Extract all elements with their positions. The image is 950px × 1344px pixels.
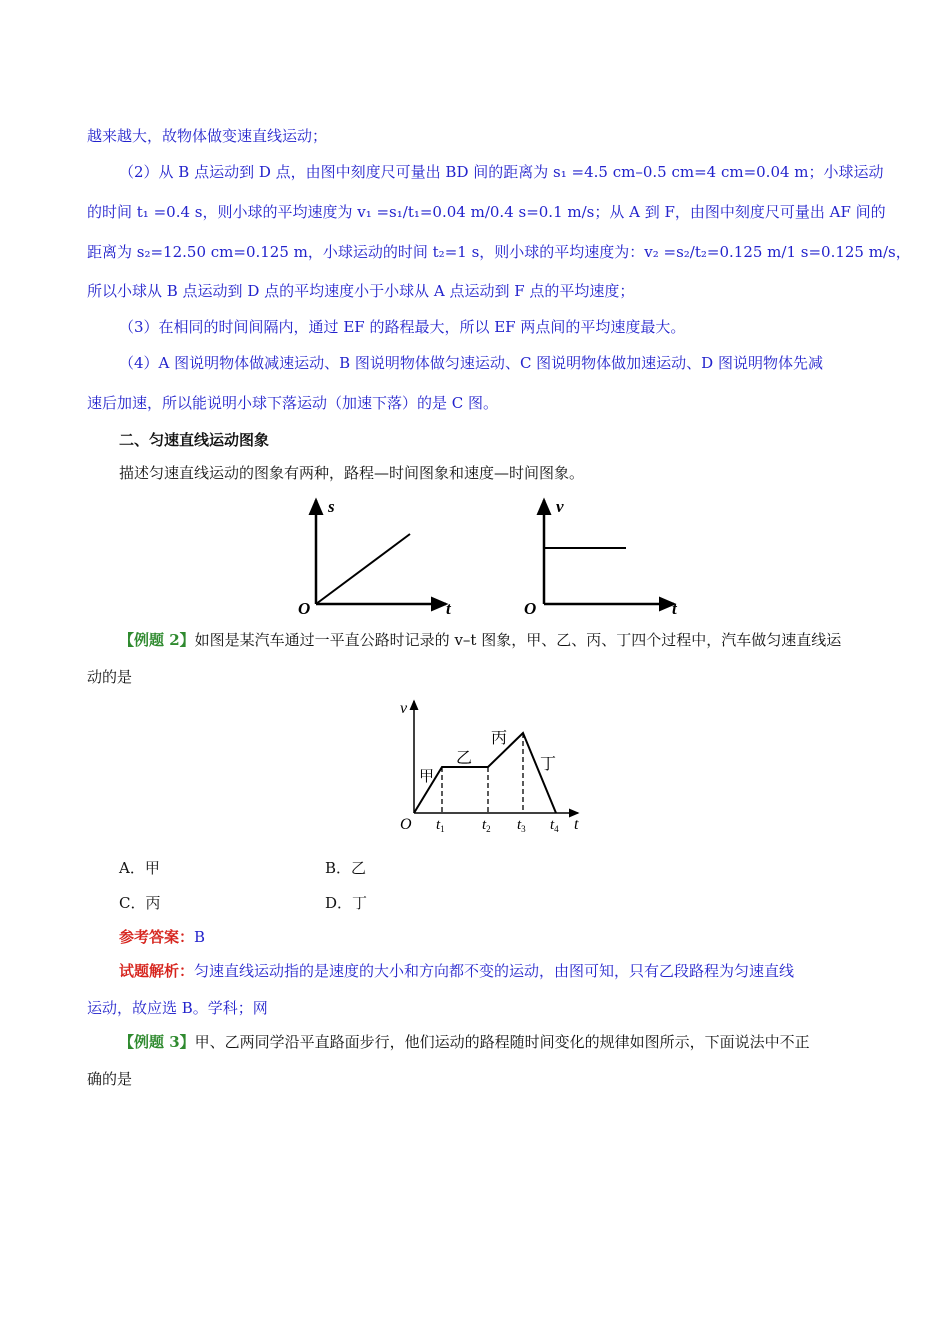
answer-line	[119, 927, 205, 947]
ex2-seg-jia: 甲	[419, 769, 435, 785]
explanation-line1	[119, 961, 794, 981]
analysis-line-3: 的时间 t₁ =0.4 s，则小球的平均速度为 v₁ =s₁/t₁=0.04 m/0.4 s=0.1 m/s；从 A 到 F，由图中刻度尺可量出 AF 间的	[87, 203, 886, 221]
ex2-seg-yi: 乙	[456, 750, 473, 767]
analysis-line-4: 距离为 s₂=12.50 cm=0.125 m，小球运动的时间 t₂=1 s，则小球的平均速度为：v₂ =s₂/t₂=0.125 m/1 s=0.125 m/s，	[87, 243, 911, 261]
ex2-y-label: v	[400, 700, 408, 717]
answer-label: 参考答案：	[119, 928, 195, 946]
example2-tag: 【例题 2】	[119, 631, 195, 649]
ex2-velocity-curve	[414, 733, 556, 813]
answer-value: B	[194, 928, 206, 946]
analysis-line-6: （3）在相同的时间间隔内，通过 EF 的路程最大，所以 EF 两点间的平均速度最大。	[119, 318, 686, 336]
analysis-line-1: 越来越大，故物体做变速直线运动；	[87, 127, 328, 145]
st-y-label: s	[328, 497, 335, 516]
explanation-text1: 匀速直线运动指的是速度的大小和方向都不变的运动，由图可知，只有乙段路程为匀速直线	[194, 962, 795, 980]
vt-origin: O	[524, 599, 537, 618]
vt-x-label: t	[672, 599, 677, 618]
example2-vt-figure	[390, 695, 600, 840]
example3-line1	[119, 1032, 810, 1052]
st-line	[316, 534, 410, 604]
vt-y-label: v	[556, 497, 564, 516]
ex2-x-label: t	[574, 816, 579, 833]
st-graph	[290, 490, 460, 620]
ex2-seg-bing: 丙	[491, 730, 508, 747]
ex2-tick-t1: $t_1$	[436, 817, 445, 834]
example2-line1	[119, 630, 841, 650]
explanation-line2: 运动，故应选 B。学科；网	[87, 999, 268, 1017]
example2-text1: 如图是某汽车通过一平直公路时记录的 v–t 图象，甲、乙、丙、丁四个过程中，汽车做匀速直线运	[194, 631, 842, 649]
example3-tag: 【例题 3】	[119, 1033, 195, 1051]
vt-graph	[518, 490, 688, 620]
ex2-tick-t4: $t_4$	[550, 817, 559, 834]
example2-line2: 动的是	[87, 668, 133, 686]
example3-line2: 确的是	[87, 1070, 133, 1088]
analysis-line-5: 所以小球从 B 点运动到 D 点的平均速度小于小球从 A 点运动到 F 点的平均速度；	[87, 282, 635, 300]
section-intro: 描述匀速直线运动的图象有两种，路程—时间图象和速度—时间图象。	[119, 464, 585, 482]
st-origin: O	[298, 599, 311, 618]
section-heading: 二、匀速直线运动图象	[119, 431, 270, 449]
st-x-label: t	[446, 599, 451, 618]
option-b[interactable]: B．乙	[325, 859, 367, 877]
option-d[interactable]: D．丁	[325, 894, 368, 912]
option-c[interactable]: C．丙	[119, 894, 161, 912]
explanation-label: 试题解析：	[119, 962, 195, 980]
example3-text1: 甲、乙两同学沿平直路面步行，他们运动的路程随时间变化的规律如图所示，下面说法中不正	[194, 1033, 810, 1051]
analysis-line-2: （2）从 B 点运动到 D 点，由图中刻度尺可量出 BD 间的距离为 s₁ =4.5 cm–0.5 cm=4 cm=0.04 m；小球运动	[119, 163, 884, 181]
option-a[interactable]: A．甲	[119, 859, 160, 877]
analysis-line-8: 速后加速，所以能说明小球下落运动（加速下落）的是 C 图。	[87, 394, 499, 412]
ex2-tick-t3: $t_3$	[517, 817, 526, 834]
ex2-seg-ding: 丁	[540, 756, 557, 773]
ex2-origin: O	[400, 816, 412, 833]
ex2-tick-t2: $t_2$	[482, 817, 491, 834]
analysis-line-7: （4）A 图说明物体做减速运动、B 图说明物体做匀速运动、C 图说明物体做加速运动、D 图说明物体先减	[119, 354, 823, 372]
